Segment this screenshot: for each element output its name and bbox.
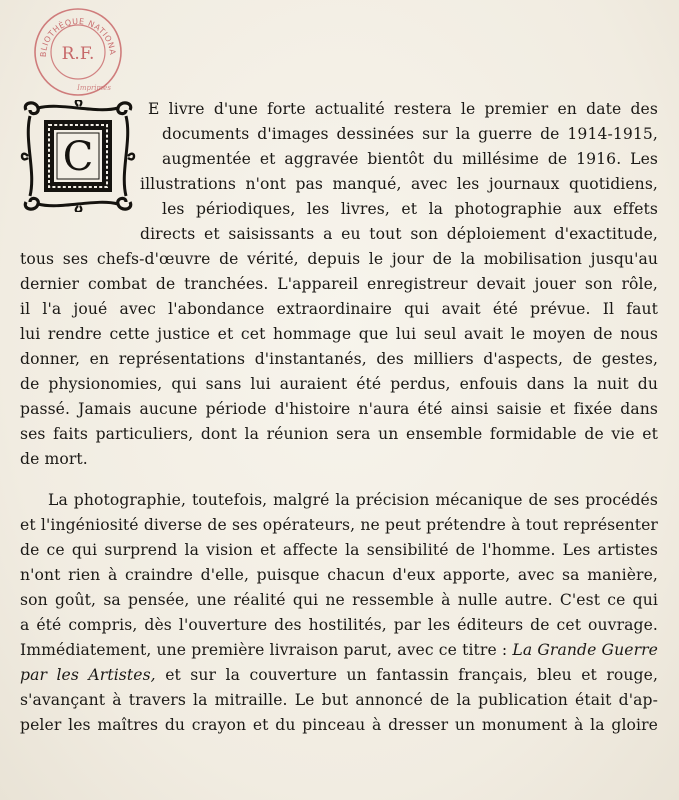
paragraph1-line-8: dernier combat de tranchées. L'appareil enregistreur devait jouer son rôle,	[20, 275, 658, 293]
paragraph2-line-7-text: Immédiatement, une première livraison parut, avec ce titre :	[20, 641, 508, 659]
paragraph1-line-5: les périodiques, les livres, et la photographie aux effets	[162, 200, 658, 218]
paragraph1-line-1: E livre d'une forte actualité restera le premier en date des	[148, 100, 658, 118]
paragraph1-line-14: ses faits particuliers, dont la réunion sera un ensemble formidable de vie et	[20, 425, 658, 443]
paragraph1-line-3: augmentée et aggravée bientôt du millésime de 1916. Les	[162, 150, 658, 168]
stamp-bottom-text: Imprimés	[77, 84, 111, 92]
drop-cap-ornament	[20, 100, 136, 212]
paragraph1-line-12: de physionomies, qui sans lui auraient été perdus, enfouis dans la nuit du	[20, 375, 658, 393]
book-title-part2: par les Artistes,	[20, 666, 156, 684]
paragraph1-line-6: directs et saisissants a eu tout son déploiement d'exactitude,	[140, 225, 658, 243]
stamp-arc-text: BLIOTHÈQUE NATIONA	[38, 16, 118, 58]
paragraph2-line-1: La photographie, toutefois, malgré la précision mécanique de ses procédés	[48, 491, 658, 509]
paragraph2-line-6: a été compris, dès l'ouverture des hostilités, par les éditeurs de cet ouvrage.	[20, 616, 658, 634]
stamp-graphic	[32, 6, 124, 98]
paragraph2-line-4: n'ont rien à craindre d'elle, puisque chacun d'eux apporte, avec sa manière,	[20, 566, 658, 584]
paragraph1-line-9: il l'a joué avec l'abondance extraordinaire qui avait été prévue. Il faut	[20, 300, 658, 318]
paragraph2-line-7	[20, 638, 658, 662]
paragraph2-line-3: de ce qui surprend la vision et affecte la sensibilité de l'homme. Les artistes	[20, 541, 658, 559]
paragraph1-line-2: documents d'images dessinées sur la guerre de 1914-1915,	[162, 125, 658, 143]
paragraph1-line-10: lui rendre cette justice et cet hommage que lui seul avait le moyen de nous	[20, 325, 658, 343]
library-stamp	[32, 6, 124, 98]
book-title-part1: La Grande Guerre	[512, 641, 659, 659]
paragraph2-line-5: son goût, sa pensée, une réalité qui ne ressemble à nulle autre. C'est ce qui	[20, 591, 658, 609]
paragraph2-line-9: s'avançant à travers la mitraille. Le but annoncé de la publication était d'ap-	[20, 691, 658, 709]
stamp-center-text: R.F.	[61, 44, 95, 64]
paragraph1-line-7: tous ses chefs-d'œuvre de vérité, depuis le jour de la mobilisation jusqu'au	[20, 250, 658, 268]
paragraph1-line-15: de mort.	[20, 450, 88, 468]
paragraph2-line-10: peler les maîtres du crayon et du pinceau à dresser un monument à la gloire	[20, 716, 658, 734]
drop-cap-letter: C	[62, 134, 94, 180]
paragraph1-line-11: donner, en représentations d'instantanés, des milliers d'aspects, de gestes,	[20, 350, 658, 368]
paragraph1-line-13: passé. Jamais aucune période d'histoire n'aura été ainsi saisie et fixée dans	[20, 400, 658, 418]
paragraph2-line-8-text: et sur la couverture un fantassin français, bleu et rouge,	[165, 666, 659, 684]
paragraph1-line-4: illustrations n'ont pas manqué, avec les journaux quotidiens,	[140, 175, 658, 193]
paragraph2-line-8	[20, 663, 658, 687]
ornamental-drop-cap	[20, 100, 136, 212]
paragraph2-line-2: et l'ingéniosité diverse de ses opérateurs, ne peut prétendre à tout représenter	[20, 516, 658, 534]
